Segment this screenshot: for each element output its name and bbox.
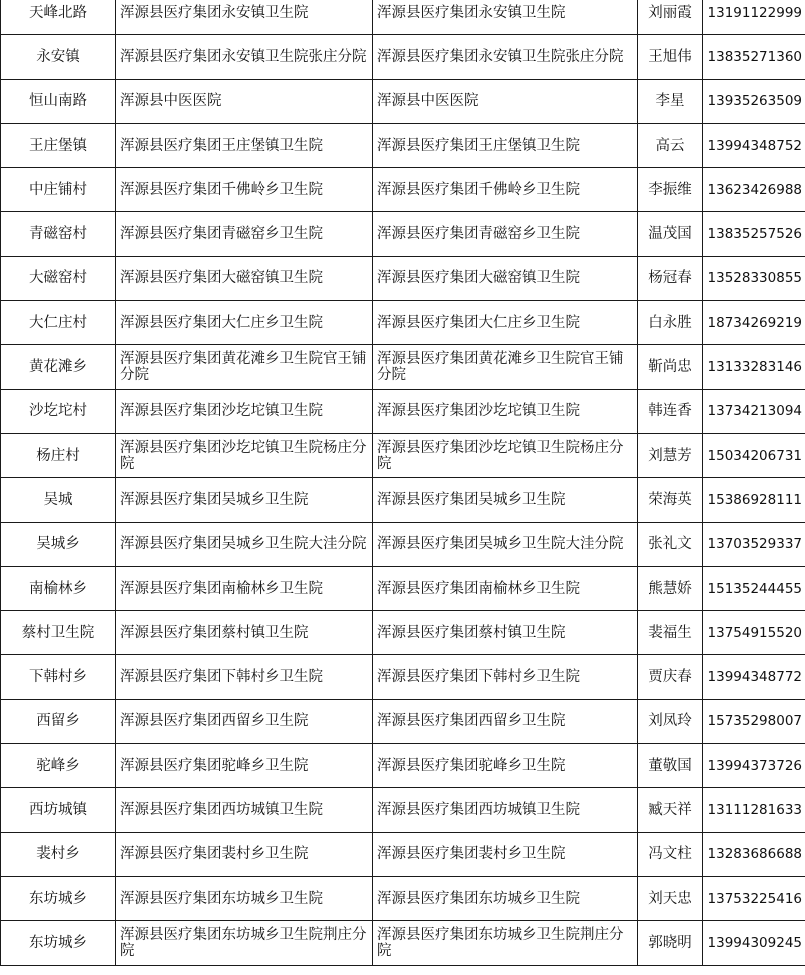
table-row	[1, 123, 805, 167]
table-row	[1, 655, 805, 699]
table-body	[1, 0, 805, 965]
phone-cell: 13994348772	[703, 655, 805, 699]
institution-cell: 浑源县医疗集团南榆林乡卫生院	[116, 566, 373, 610]
place-cell: 中庄铺村	[1, 168, 116, 212]
table-row	[1, 389, 805, 433]
phone-cell: 13191122999	[703, 0, 805, 35]
place-cell: 驼峰乡	[1, 744, 116, 788]
contact-name-cell: 白永胜	[638, 301, 703, 345]
contact-name-cell: 李星	[638, 79, 703, 123]
institution-cell: 浑源县医疗集团东坊城乡卫生院	[116, 876, 373, 920]
contact-name-cell: 杨冠春	[638, 256, 703, 300]
contact-name-cell: 冯文柱	[638, 832, 703, 876]
contact-name-cell: 刘凤玲	[638, 699, 703, 743]
department-cell: 浑源县医疗集团沙圪坨镇卫生院	[373, 389, 638, 433]
department-cell: 浑源县医疗集团千佛岭乡卫生院	[373, 168, 638, 212]
department-cell: 浑源县医疗集团吴城乡卫生院	[373, 478, 638, 522]
table-row	[1, 79, 805, 123]
table-row	[1, 0, 805, 35]
contact-name-cell: 高云	[638, 123, 703, 167]
contact-name-cell: 韩连香	[638, 389, 703, 433]
place-cell: 青磁窑村	[1, 212, 116, 256]
place-cell: 永安镇	[1, 35, 116, 79]
institution-cell: 浑源县医疗集团蔡村镇卫生院	[116, 611, 373, 655]
phone-cell: 13111281633	[703, 788, 805, 832]
table-row	[1, 921, 805, 965]
department-cell: 浑源县医疗集团青磁窑乡卫生院	[373, 212, 638, 256]
department-cell: 浑源县医疗集团大仁庄乡卫生院	[373, 301, 638, 345]
table-row	[1, 35, 805, 79]
table-row	[1, 566, 805, 610]
phone-cell: 13935263509	[703, 79, 805, 123]
phone-cell: 15735298007	[703, 699, 805, 743]
place-cell: 沙圪坨村	[1, 389, 116, 433]
contact-name-cell: 王旭伟	[638, 35, 703, 79]
place-cell: 吴城	[1, 478, 116, 522]
institution-cell: 浑源县医疗集团西留乡卫生院	[116, 699, 373, 743]
contact-name-cell: 贾庆春	[638, 655, 703, 699]
phone-cell: 13703529337	[703, 522, 805, 566]
place-cell: 蔡村卫生院	[1, 611, 116, 655]
contact-name-cell: 荣海英	[638, 478, 703, 522]
contact-name-cell: 李振维	[638, 168, 703, 212]
department-cell: 浑源县医疗集团西坊城镇卫生院	[373, 788, 638, 832]
institution-cell: 浑源县医疗集团裴村乡卫生院	[116, 832, 373, 876]
institution-cell: 浑源县医疗集团黄花滩乡卫生院官王铺分院	[116, 345, 373, 389]
table-row	[1, 345, 805, 389]
institution-cell: 浑源县医疗集团沙圪坨镇卫生院杨庄分院	[116, 433, 373, 477]
contact-name-cell: 温茂国	[638, 212, 703, 256]
department-cell: 浑源县医疗集团南榆林乡卫生院	[373, 566, 638, 610]
place-cell: 南榆林乡	[1, 566, 116, 610]
department-cell: 浑源县医疗集团王庄堡镇卫生院	[373, 123, 638, 167]
institution-cell: 浑源县医疗集团千佛岭乡卫生院	[116, 168, 373, 212]
department-cell: 浑源县医疗集团永安镇卫生院张庄分院	[373, 35, 638, 79]
place-cell: 东坊城乡	[1, 921, 116, 965]
institution-cell: 浑源县医疗集团沙圪坨镇卫生院	[116, 389, 373, 433]
table-row	[1, 876, 805, 920]
institution-cell: 浑源县医疗集团青磁窑乡卫生院	[116, 212, 373, 256]
contact-name-cell: 靳尚忠	[638, 345, 703, 389]
phone-cell: 13753225416	[703, 876, 805, 920]
table-row	[1, 744, 805, 788]
phone-cell: 13835271360	[703, 35, 805, 79]
place-cell: 天峰北路	[1, 0, 116, 35]
contact-name-cell: 刘慧芳	[638, 433, 703, 477]
contact-name-cell: 熊慧娇	[638, 566, 703, 610]
phone-cell: 13734213094	[703, 389, 805, 433]
phone-cell: 18734269219	[703, 301, 805, 345]
table-row	[1, 433, 805, 477]
phone-cell: 13528330855	[703, 256, 805, 300]
phone-cell: 13623426988	[703, 168, 805, 212]
institution-cell: 浑源县医疗集团东坊城乡卫生院荆庄分院	[116, 921, 373, 965]
department-cell: 浑源县医疗集团下韩村乡卫生院	[373, 655, 638, 699]
table-row	[1, 699, 805, 743]
institution-cell: 浑源县医疗集团王庄堡镇卫生院	[116, 123, 373, 167]
contact-name-cell: 张礼文	[638, 522, 703, 566]
contact-name-cell: 郭晓明	[638, 921, 703, 965]
place-cell: 王庄堡镇	[1, 123, 116, 167]
table-row	[1, 212, 805, 256]
department-cell: 浑源县中医医院	[373, 79, 638, 123]
institution-cell: 浑源县医疗集团西坊城镇卫生院	[116, 788, 373, 832]
department-cell: 浑源县医疗集团永安镇卫生院	[373, 0, 638, 35]
table-row	[1, 832, 805, 876]
table-row	[1, 478, 805, 522]
place-cell: 大磁窑村	[1, 256, 116, 300]
department-cell: 浑源县医疗集团蔡村镇卫生院	[373, 611, 638, 655]
institution-cell: 浑源县医疗集团永安镇卫生院	[116, 0, 373, 35]
place-cell: 下韩村乡	[1, 655, 116, 699]
institution-cell: 浑源县医疗集团永安镇卫生院张庄分院	[116, 35, 373, 79]
department-cell: 浑源县医疗集团东坊城乡卫生院	[373, 876, 638, 920]
table-row	[1, 301, 805, 345]
institution-cell: 浑源县医疗集团吴城乡卫生院	[116, 478, 373, 522]
phone-cell: 13133283146	[703, 345, 805, 389]
place-cell: 裴村乡	[1, 832, 116, 876]
contact-name-cell: 刘丽霞	[638, 0, 703, 35]
phone-cell: 15386928111	[703, 478, 805, 522]
phone-cell: 13994373726	[703, 744, 805, 788]
phone-cell: 15034206731	[703, 433, 805, 477]
contact-name-cell: 臧天祥	[638, 788, 703, 832]
phone-cell: 13994348752	[703, 123, 805, 167]
phone-cell: 13835257526	[703, 212, 805, 256]
table-row	[1, 788, 805, 832]
table-row	[1, 611, 805, 655]
table-row	[1, 168, 805, 212]
department-cell: 浑源县医疗集团沙圪坨镇卫生院杨庄分院	[373, 433, 638, 477]
contact-name-cell: 董敬国	[638, 744, 703, 788]
place-cell: 东坊城乡	[1, 876, 116, 920]
department-cell: 浑源县医疗集团裴村乡卫生院	[373, 832, 638, 876]
department-cell: 浑源县医疗集团大磁窑镇卫生院	[373, 256, 638, 300]
department-cell: 浑源县医疗集团东坊城乡卫生院荆庄分院	[373, 921, 638, 965]
institution-cell: 浑源县中医医院	[116, 79, 373, 123]
place-cell: 杨庄村	[1, 433, 116, 477]
table-row	[1, 256, 805, 300]
institution-cell: 浑源县医疗集团驼峰乡卫生院	[116, 744, 373, 788]
place-cell: 吴城乡	[1, 522, 116, 566]
department-cell: 浑源县医疗集团吴城乡卫生院大洼分院	[373, 522, 638, 566]
contact-name-cell: 刘天忠	[638, 876, 703, 920]
department-cell: 浑源县医疗集团西留乡卫生院	[373, 699, 638, 743]
contact-name-cell: 裴福生	[638, 611, 703, 655]
phone-cell: 15135244455	[703, 566, 805, 610]
institution-cell: 浑源县医疗集团下韩村乡卫生院	[116, 655, 373, 699]
phone-cell: 13994309245	[703, 921, 805, 965]
department-cell: 浑源县医疗集团黄花滩乡卫生院官王铺分院	[373, 345, 638, 389]
phone-cell: 13754915520	[703, 611, 805, 655]
place-cell: 西坊城镇	[1, 788, 116, 832]
place-cell: 西留乡	[1, 699, 116, 743]
institution-cell: 浑源县医疗集团大磁窑镇卫生院	[116, 256, 373, 300]
place-cell: 大仁庄村	[1, 301, 116, 345]
table-row	[1, 522, 805, 566]
institution-cell: 浑源县医疗集团大仁庄乡卫生院	[116, 301, 373, 345]
place-cell: 恒山南路	[1, 79, 116, 123]
institution-cell: 浑源县医疗集团吴城乡卫生院大洼分院	[116, 522, 373, 566]
phone-cell: 13283686688	[703, 832, 805, 876]
place-cell: 黄花滩乡	[1, 345, 116, 389]
department-cell: 浑源县医疗集团驼峰乡卫生院	[373, 744, 638, 788]
